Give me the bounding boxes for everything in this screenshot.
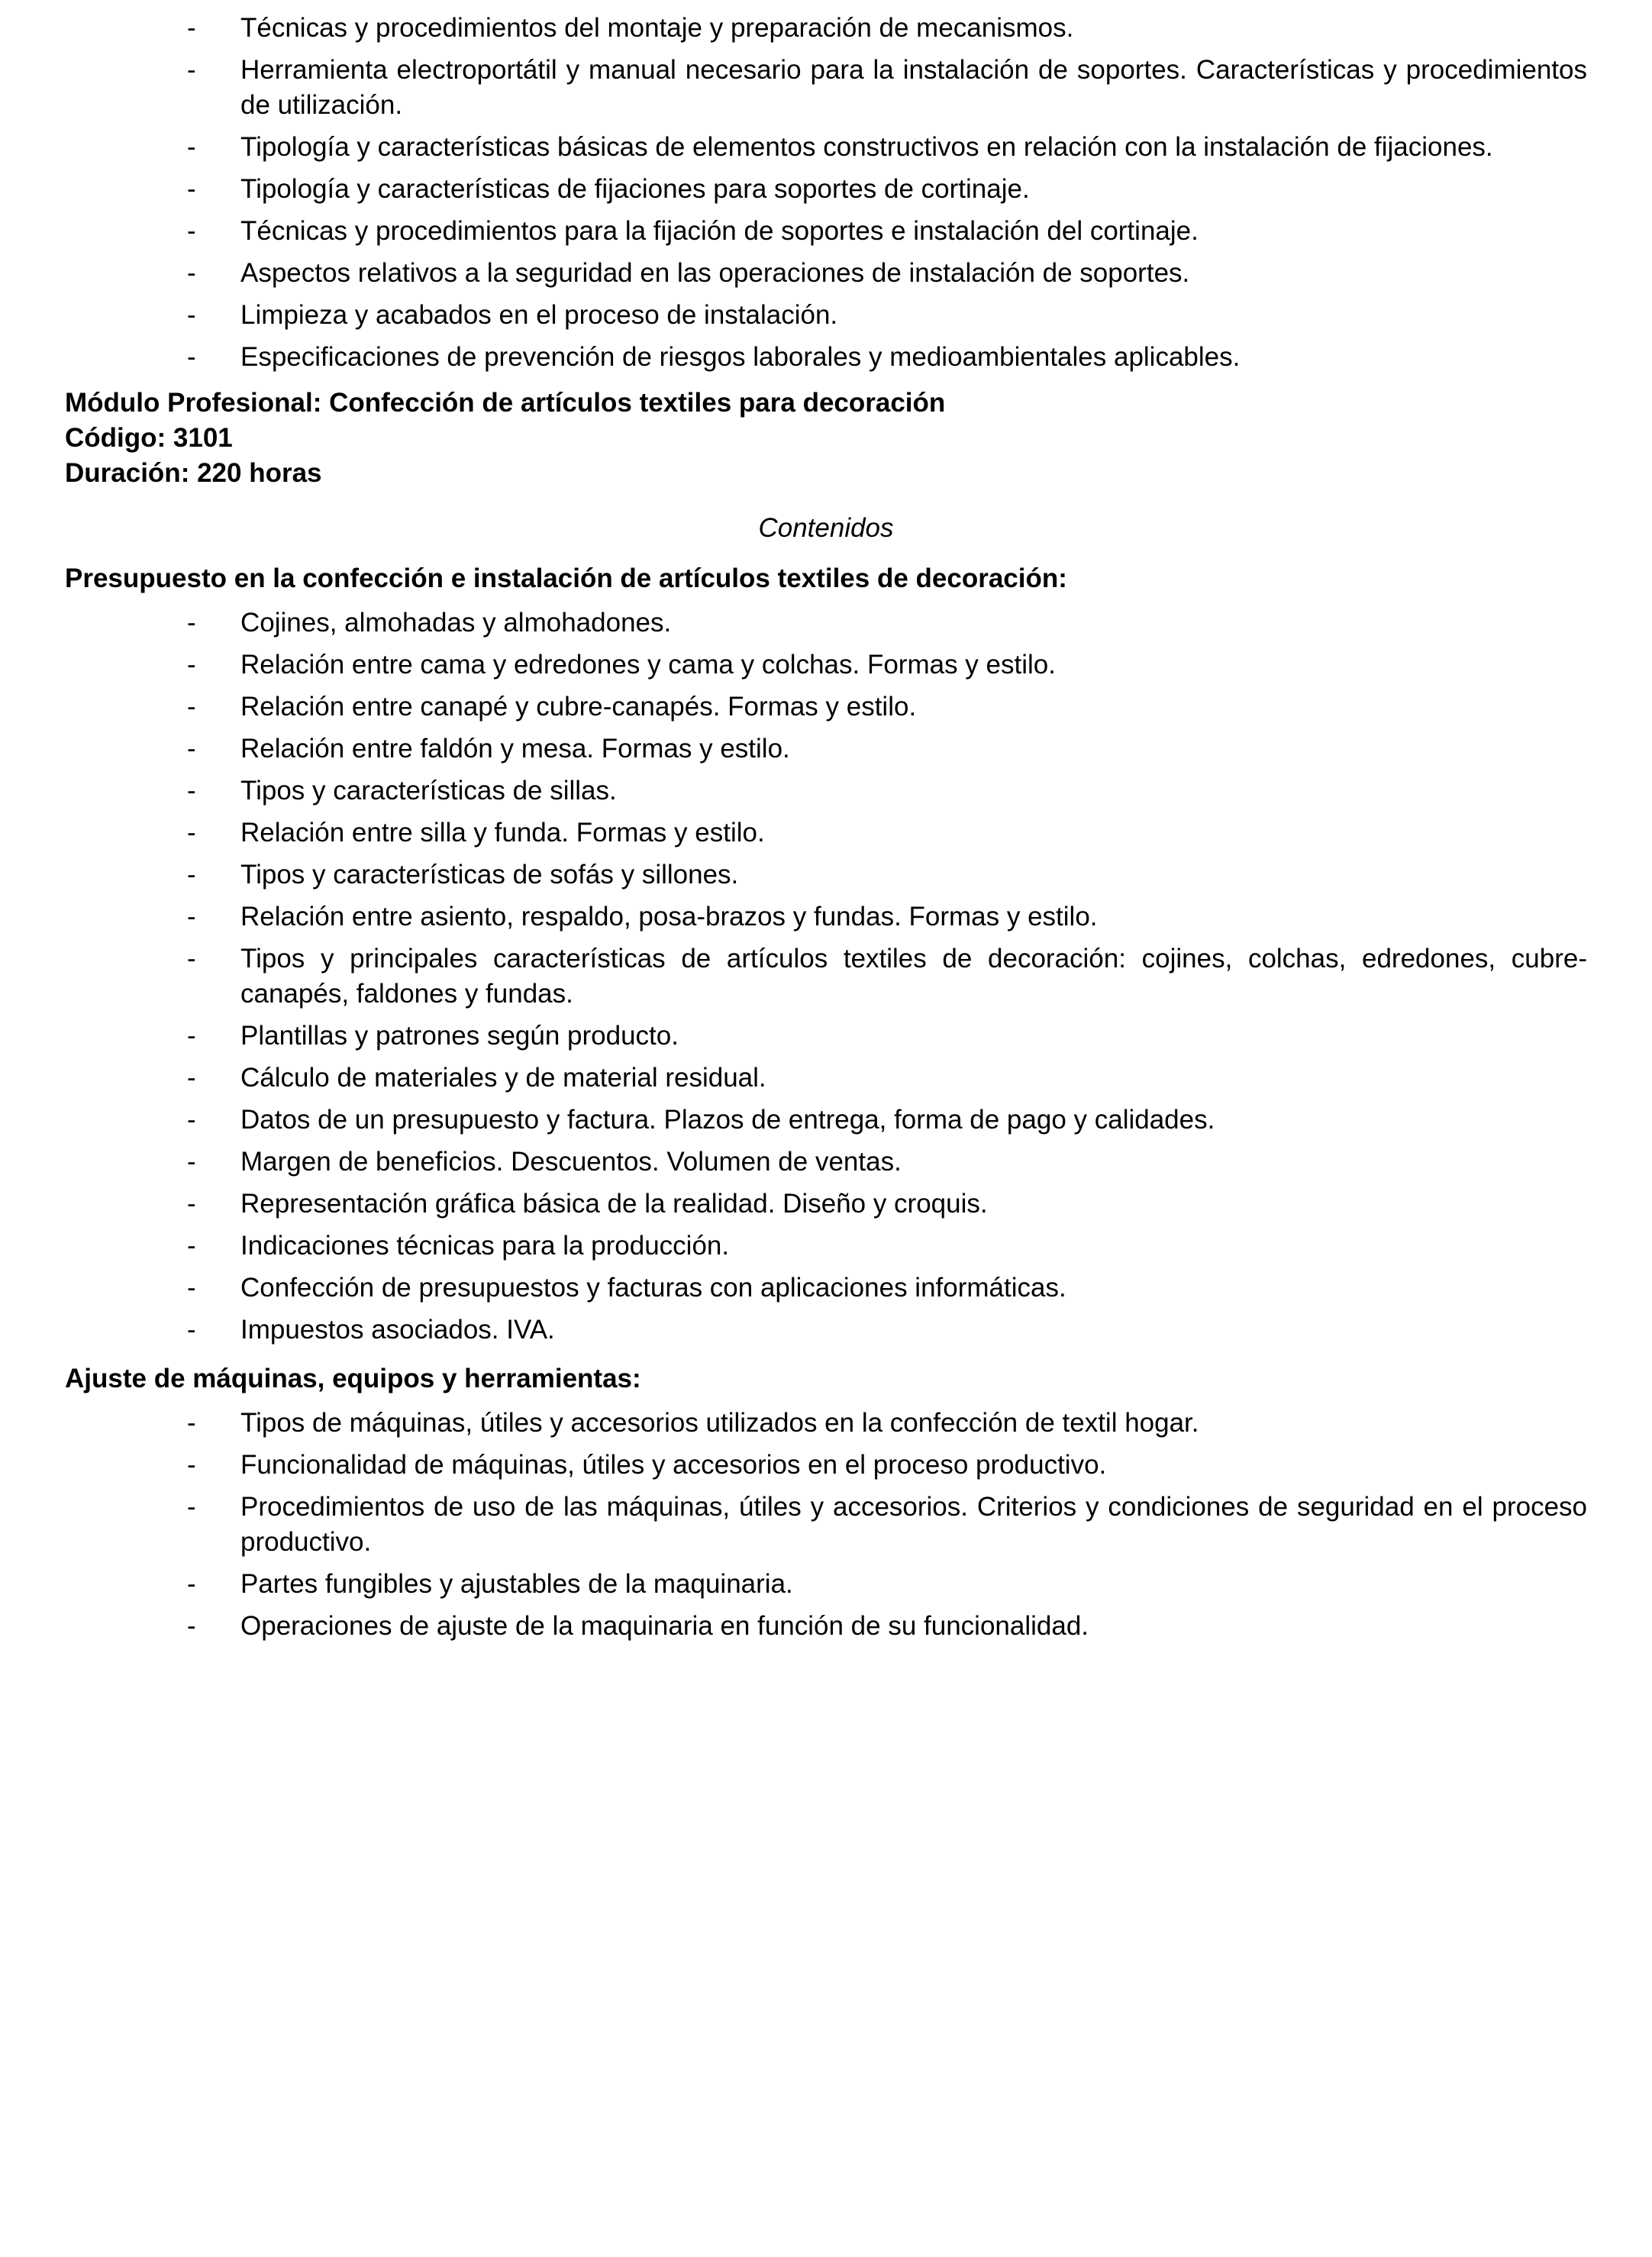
list-item-text: Confección de presupuestos y facturas con aplicaciones informáticas.	[240, 1273, 1066, 1303]
list-item	[65, 857, 1587, 893]
list-item	[65, 731, 1587, 767]
list-item-text: Tipos y características de sofás y sillones.	[240, 860, 739, 890]
list-item-text: Técnicas y procedimientos para la fijación de soportes e instalación del cortinaje.	[240, 216, 1199, 246]
list-item-text: Especificaciones de prevención de riesgos laborales y medioambientales aplicables.	[240, 342, 1241, 372]
list-item-text: Tipos y características de sillas.	[240, 776, 617, 806]
list-item	[65, 1406, 1587, 1441]
module-title-line: Módulo Profesional: Confección de artículos textiles para decoración	[65, 388, 946, 418]
list-item-text: Representación gráfica básica de la realidad. Diseño y croquis.	[240, 1189, 988, 1219]
list-item-marker: -	[187, 258, 196, 288]
list-item-marker: -	[187, 608, 196, 638]
list-item-text: Cojines, almohadas y almohadones.	[240, 608, 672, 638]
list-item-text: Tipología y características básicas de elementos constructivos en relación con la instalación de fijaciones.	[240, 132, 1493, 162]
list-item-text: Tipología y características de fijaciones para soportes de cortinaje.	[240, 174, 1030, 204]
list-item-text: Datos de un presupuesto y factura. Plazos de entrega, forma de pago y calidades.	[240, 1105, 1215, 1135]
list-item-marker: -	[187, 300, 196, 330]
list-item	[65, 130, 1587, 165]
list-item-marker: -	[187, 216, 196, 246]
list-item-marker: -	[187, 174, 196, 204]
list-item-text: Relación entre asiento, respaldo, posa-brazos y fundas. Formas y estilo.	[240, 902, 1098, 932]
list-item-text: Plantillas y patrones según producto.	[240, 1021, 679, 1051]
list-item-marker: -	[187, 1105, 196, 1135]
list-item	[65, 689, 1587, 725]
list-item	[65, 1229, 1587, 1264]
list-item	[65, 1103, 1587, 1138]
list-item	[65, 1609, 1587, 1644]
list-item-marker: -	[187, 1189, 196, 1219]
section-list-ajuste	[65, 1406, 1587, 1644]
section-title-ajuste: Ajuste de máquinas, equipos y herramientas:	[65, 1364, 641, 1393]
list-item	[65, 1061, 1587, 1096]
list-item	[65, 1019, 1587, 1054]
list-item-text: Relación entre silla y funda. Formas y estilo.	[240, 818, 765, 848]
list-item	[65, 815, 1587, 851]
list-item-text: Relación entre cama y edredones y cama y colchas. Formas y estilo.	[240, 650, 1056, 680]
list-item-text: Aspectos relativos a la seguridad en las operaciones de instalación de soportes.	[240, 258, 1190, 288]
list-item-marker: -	[187, 1611, 196, 1641]
list-item-marker: -	[187, 13, 196, 43]
list-item-text: Procedimientos de uso de las máquinas, útiles y accesorios. Criterios y condiciones de seguridad en el proceso productivo.	[240, 1492, 1587, 1557]
list-item-marker: -	[187, 55, 196, 85]
list-item-text: Operaciones de ajuste de la maquinaria en función de su funcionalidad.	[240, 1611, 1089, 1641]
list-item-marker: -	[187, 1147, 196, 1177]
list-item	[65, 1313, 1587, 1348]
list-item-text: Limpieza y acabados en el proceso de instalación.	[240, 300, 838, 330]
list-item	[65, 1145, 1587, 1180]
list-item-marker: -	[187, 1063, 196, 1093]
list-item	[65, 340, 1587, 375]
list-item	[65, 1271, 1587, 1306]
list-item	[65, 1567, 1587, 1602]
list-item-text: Relación entre faldón y mesa. Formas y estilo.	[240, 734, 790, 764]
list-item	[65, 172, 1587, 207]
list-item-marker: -	[187, 1231, 196, 1261]
list-item-marker: -	[187, 734, 196, 764]
list-item-marker: -	[187, 1492, 196, 1522]
list-item	[65, 214, 1587, 249]
list-item	[65, 1490, 1587, 1560]
module-duracion-line: Duración: 220 horas	[65, 458, 322, 488]
list-item-marker: -	[187, 1569, 196, 1599]
module-header	[65, 386, 1587, 491]
list-item-marker: -	[187, 860, 196, 890]
list-item-text: Margen de beneficios. Descuentos. Volumen de ventas.	[240, 1147, 902, 1177]
list-item-marker: -	[187, 776, 196, 806]
list-item	[65, 647, 1587, 683]
list-item-text: Funcionalidad de máquinas, útiles y accesorios en el proceso productivo.	[240, 1450, 1107, 1480]
module-codigo-line: Código: 3101	[65, 423, 233, 453]
list-item	[65, 773, 1587, 809]
list-item-text: Tipos de máquinas, útiles y accesorios utilizados en la confección de textil hogar.	[240, 1408, 1199, 1438]
list-item-marker: -	[187, 944, 196, 974]
list-item-text: Herramienta electroportátil y manual necesario para la instalación de soportes. Características y procedimientos de utilización.	[240, 55, 1587, 120]
list-item	[65, 298, 1587, 333]
list-item-marker: -	[187, 818, 196, 848]
section-title-presupuesto: Presupuesto en la confección e instalación de artículos textiles de decoración:	[65, 563, 1067, 593]
list-item	[65, 256, 1587, 291]
list-item-marker: -	[187, 650, 196, 680]
list-item-marker: -	[187, 1273, 196, 1303]
list-item-marker: -	[187, 692, 196, 722]
contenidos-heading: Contenidos	[758, 513, 894, 543]
list-item-marker: -	[187, 1408, 196, 1438]
list-item-marker: -	[187, 1315, 196, 1345]
list-item	[65, 899, 1587, 935]
list-item	[65, 941, 1587, 1012]
section-list-presupuesto	[65, 605, 1587, 1348]
list-item-marker: -	[187, 1021, 196, 1051]
list-item-text: Partes fungibles y ajustables de la maquinaria.	[240, 1569, 793, 1599]
list-item-marker: -	[187, 132, 196, 162]
list-item-text: Relación entre canapé y cubre-canapés. Formas y estilo.	[240, 692, 917, 722]
list-item-text: Impuestos asociados. IVA.	[240, 1315, 555, 1345]
list-item	[65, 1187, 1587, 1222]
list-item	[65, 605, 1587, 641]
list-item-marker: -	[187, 902, 196, 932]
list-item-text: Cálculo de materiales y de material residual.	[240, 1063, 766, 1093]
list-item-marker: -	[187, 342, 196, 372]
list-item	[65, 1448, 1587, 1483]
list-item-text: Tipos y principales características de artículos textiles de decoración: cojines, colchas, edredones, cubre-canapés, faldones y fundas.	[240, 944, 1587, 1009]
list-item	[65, 53, 1587, 123]
intro-list	[65, 11, 1587, 375]
list-item-text: Técnicas y procedimientos del montaje y preparación de mecanismos.	[240, 13, 1074, 43]
list-item	[65, 11, 1587, 46]
list-item-text: Indicaciones técnicas para la producción.	[240, 1231, 730, 1261]
list-item-marker: -	[187, 1450, 196, 1480]
